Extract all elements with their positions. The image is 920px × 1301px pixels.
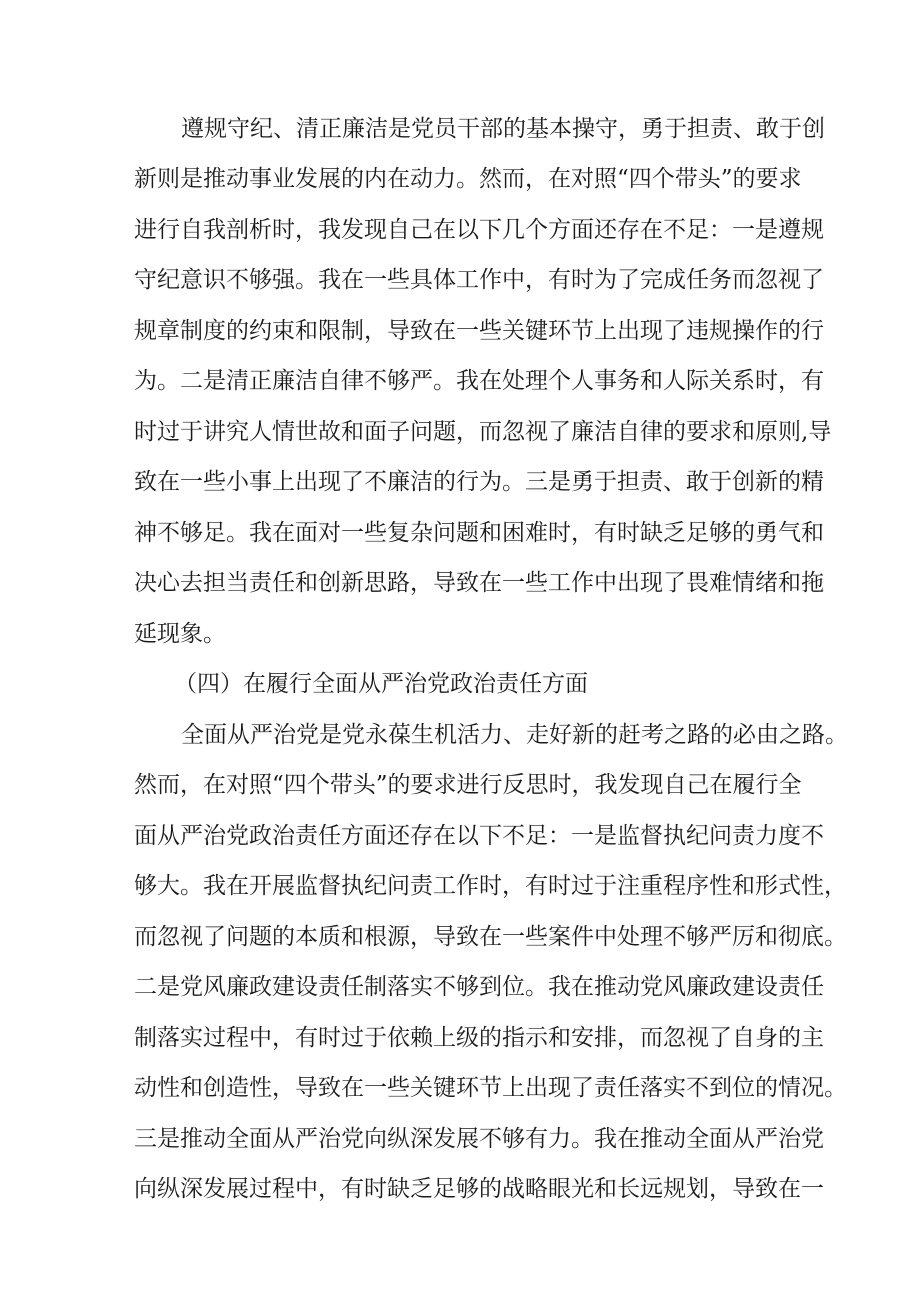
paragraph-line: 动性和创造性，导致在一些关键环节上出现了责任落实不到位的情况。 — [134, 1075, 847, 1101]
paragraph-line: 然而，在对照“四个带头”的要求进行反思时，我发现自己在履行全 — [134, 772, 802, 798]
paragraph-line: 新则是推动事业发展的内在动力。然而，在对照“四个带头”的要求 — [134, 166, 802, 192]
paragraph-line: 遵规守纪、清正廉洁是党员干部的基本操守，勇于担责、敢于创 — [181, 116, 825, 142]
paragraph-line: 规章制度的约束和限制，导致在一些关键环节上出现了违规操作的行 — [134, 318, 824, 344]
paragraph-line: 三是推动全面从严治党向纵深发展不够有力。我在推动全面从严治党 — [134, 1126, 824, 1152]
paragraph-line: 神不够足。我在面对一些复杂问题和困难时，有时缺乏足够的勇气和 — [134, 520, 824, 546]
paragraph-line: 时过于讲究人情世故和面子问题，而忽视了廉洁自律的要求和原则,导 — [134, 419, 832, 445]
paragraph-line: 致在一些小事上出现了不廉洁的行为。三是勇于担责、敢于创新的精 — [134, 469, 824, 495]
section-heading: （四）在履行全面从严治党政治责任方面 — [174, 671, 588, 697]
paragraph-line: 延现象。 — [134, 621, 226, 647]
paragraph-line: 守纪意识不够强。我在一些具体工作中，有时为了完成任务而忽视了 — [134, 267, 824, 293]
paragraph-line: 而忽视了问题的本质和根源，导致在一些案件中处理不够严厉和彻底。 — [134, 924, 847, 950]
paragraph-line: 为。二是清正廉洁自律不够严。我在处理个人事务和人际关系时，有 — [134, 368, 824, 394]
paragraph-line: 进行自我剖析时，我发现自己在以下几个方面还存在不足：一是遵规 — [134, 217, 824, 243]
paragraph-line: 决心去担当责任和创新思路，导致在一些工作中出现了畏难情绪和拖 — [134, 570, 824, 596]
paragraph-line: 全面从严治党是党永葆生机活力、走好新的赶考之路的必由之路。 — [181, 722, 848, 748]
paragraph-line: 二是党风廉政建设责任制落实不够到位。我在推动党风廉政建设责任 — [134, 974, 824, 1000]
paragraph-line: 向纵深发展过程中，有时缺乏足够的战略眼光和长远规划，导致在一 — [134, 1176, 824, 1202]
paragraph-line: 够大。我在开展监督执纪问责工作时，有时过于注重程序性和形式性， — [134, 873, 847, 899]
paragraph-line: 面从严治党政治责任方面还存在以下不足：一是监督执纪问责力度不 — [134, 823, 824, 849]
paragraph-line: 制落实过程中，有时过于依赖上级的指示和安排，而忽视了自身的主 — [134, 1025, 824, 1051]
